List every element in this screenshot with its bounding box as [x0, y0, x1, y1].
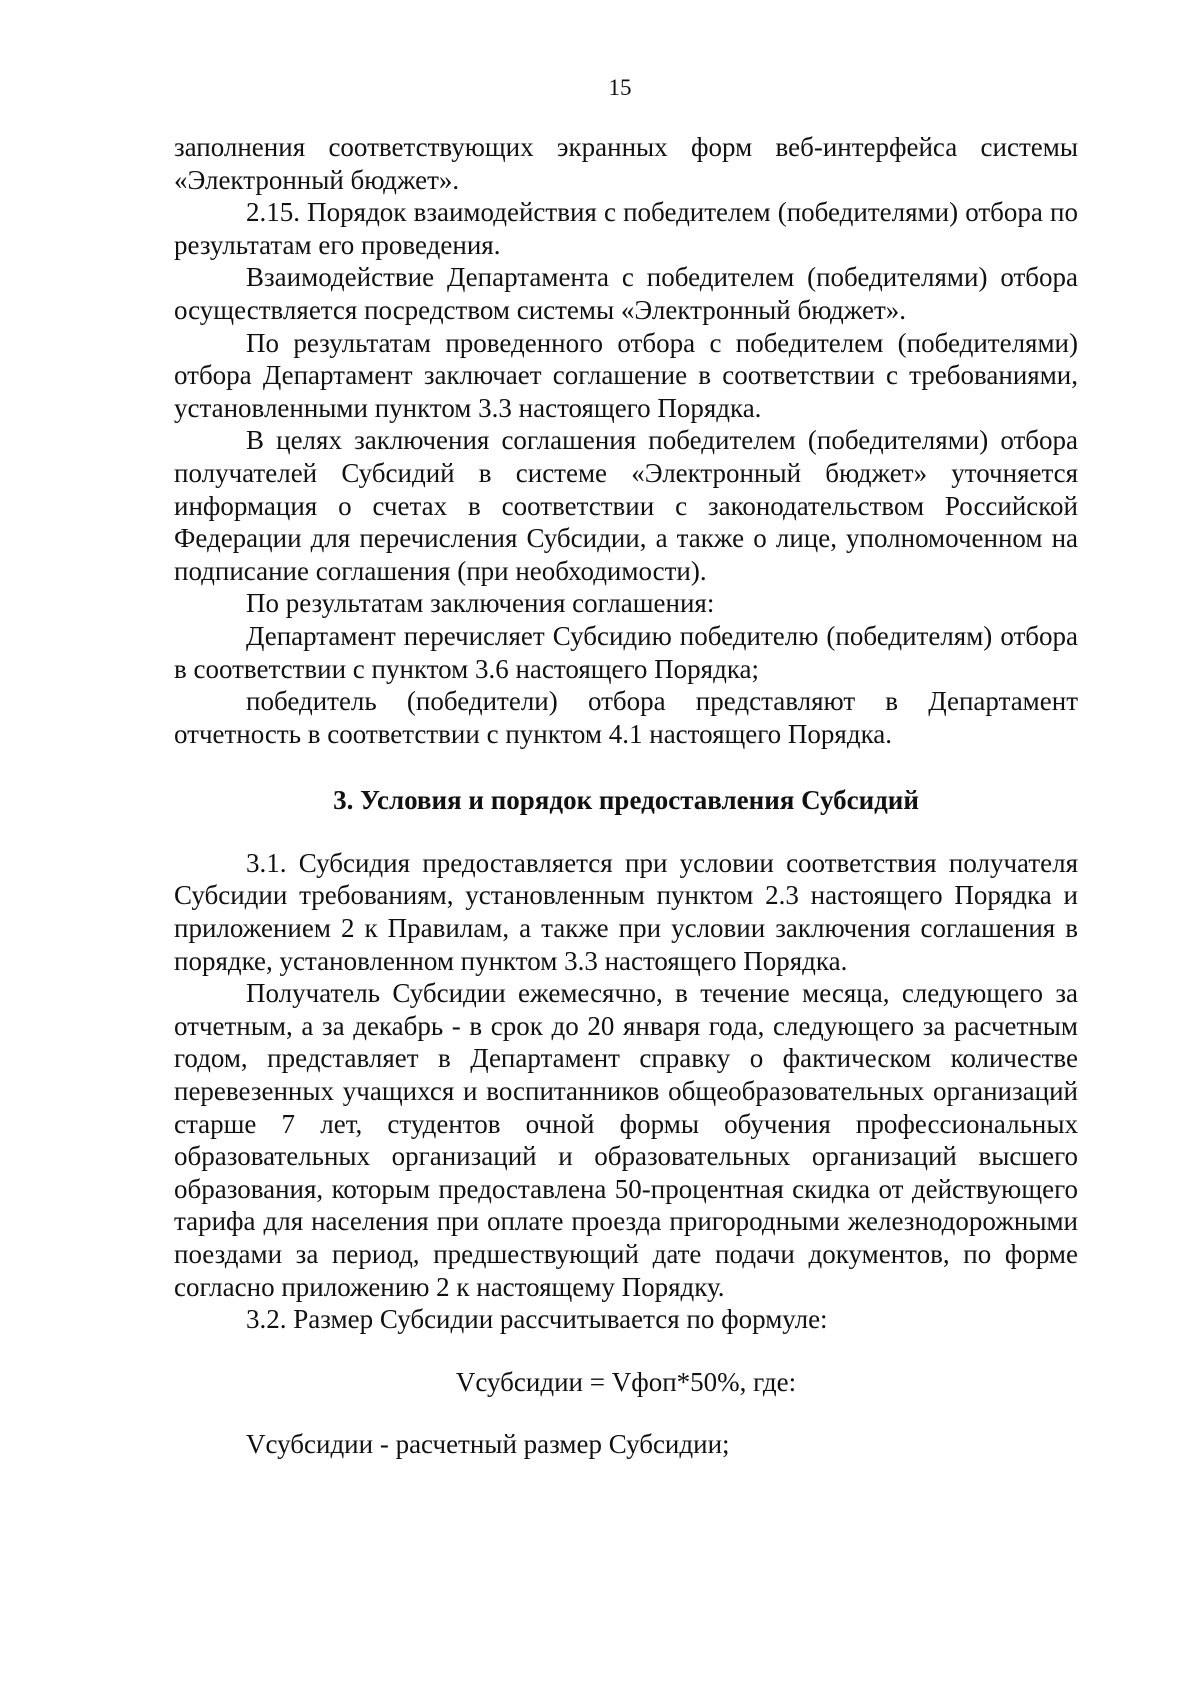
paragraph-continuation: заполнения соответствующих экранных форм веб-интерфейса системы «Электронный бюджет».: [174, 132, 1078, 195]
paragraph-3-1: 3.1. Субсидия предоставляется при условии соответствия получателя Субсидии требованиям, установленным пунктом 2.3 настоящего Порядка и приложением 2 к Правилам, а также при условии заключения соглашения в порядке, установленном пунктом 3.3 настоящего Порядка.: [174, 847, 1078, 976]
paragraph-monthly-report: Получатель Субсидии ежемесячно, в течение месяца, следующего за отчетным, а за декабрь - в срок до 20 января года, следующего за расчетным годом, представляет в Департамент справку о фактическом количестве перевезенных учащихся и воспитанников общеобразовательных организаций старше 7 лет, студентов очной формы обучения профессиональных образовательных организаций и образовательных организаций высшего образования, которым предоставлена 50-процентная скидка от действующего тарифа для населения при оплате проезда пригородными железнодорожными поездами за период, предшествующий дате подачи документов, по форме согласно приложению 2 к настоящему Порядку.: [174, 978, 1078, 1302]
paragraph-3-2: 3.2. Размер Субсидии рассчитывается по формуле:: [246, 1304, 828, 1335]
paragraph-reporting: победитель (победители) отбора представляют в Департамент отчетность в соответствии с пунктом 4.1 настоящего Порядка.: [174, 686, 1078, 749]
definition-line: Vсубсидии - расчетный размер Субсидии;: [246, 1429, 730, 1460]
paragraph-agreement: По результатам проведенного отбора с победителем (победителями) отбора Департамент заключает соглашение в соответствии с требованиями, установленными пунктом 3.3 настоящего Порядка.: [174, 327, 1078, 423]
paragraph-transfer: Департамент перечисляет Субсидию победителю (победителям) отбора в соответствии с пунктом 3.6 настоящего Порядка;: [174, 620, 1078, 684]
paragraph-accounts: В целях заключения соглашения победителем (победителями) отбора получателей Субсидий в системе «Электронный бюджет» уточняется информация о счетах в соответствии с законодательством Российской Федерации для перечисления Субсидии, а также о лице, уполномоченном на подписание соглашения (при необходимости).: [174, 425, 1078, 586]
paragraph-2-15: 2.15. Порядок взаимодействия с победителем (победителями) отбора по результатам его проведения.: [174, 197, 1078, 260]
document-body: [174, 131, 1078, 1461]
paragraph-interaction: Взаимодействие Департамента с победителем (победителями) отбора осуществляется посредством системы «Электронный бюджет».: [174, 262, 1078, 325]
page-number: 15: [608, 75, 632, 100]
formula: Vсубсидии = Vфоп*50%, где:: [455, 1366, 797, 1397]
section-heading: 3. Условия и порядок предоставления Субсидий: [333, 785, 919, 816]
paragraph-results: По результатам заключения соглашения:: [246, 588, 715, 619]
